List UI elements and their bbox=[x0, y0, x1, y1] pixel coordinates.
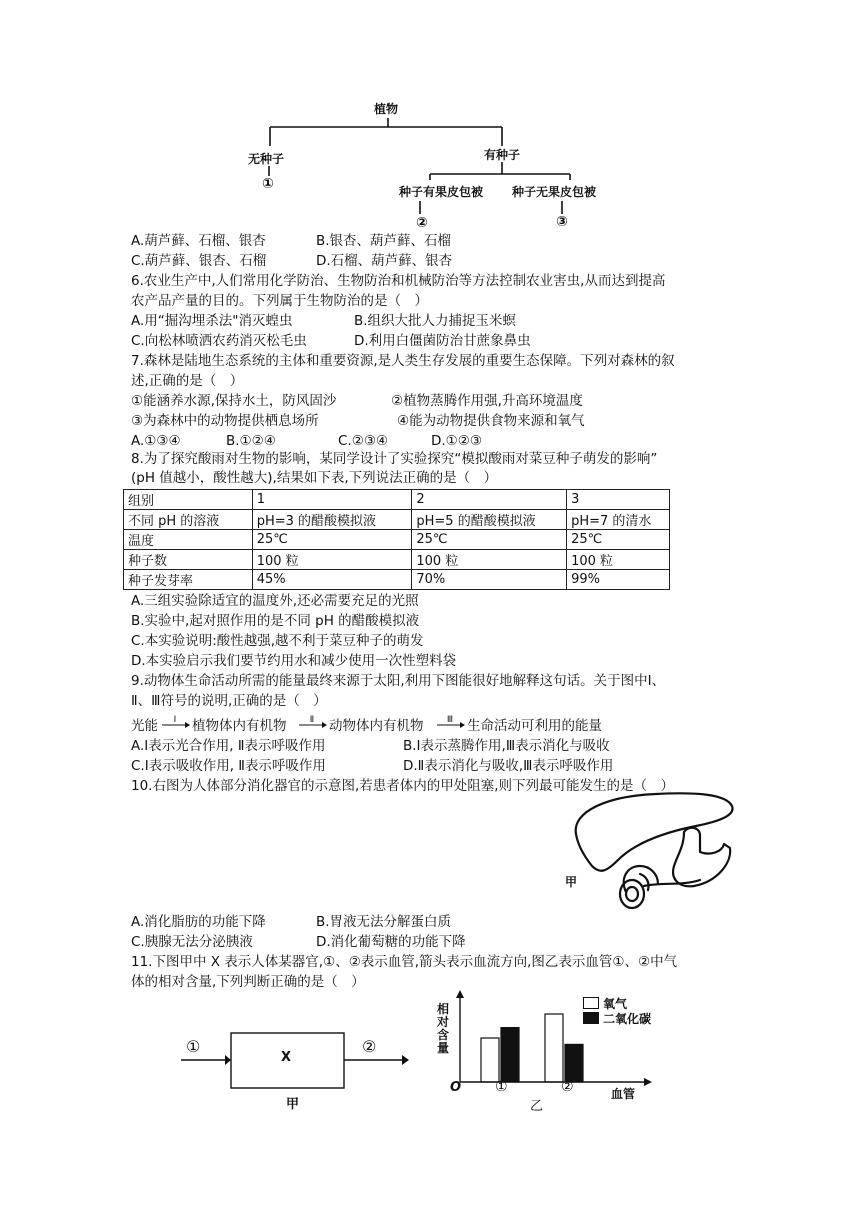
q10-option-c: C.胰腺无法分泌胰液 bbox=[131, 934, 253, 950]
q10-options-row2 bbox=[131, 934, 466, 951]
q6-option-a: A.用“掘沟埋杀法"消灭蝗虫 bbox=[131, 313, 293, 329]
category-label-1: ① bbox=[495, 1079, 508, 1095]
q7-item-4: ④能为动物提供食物来源和氧气 bbox=[397, 413, 585, 429]
table-cell: pH=7 的清水 bbox=[567, 510, 670, 530]
y-axis-arrow-icon bbox=[456, 990, 464, 998]
q8-stem-line1: 8.为了探究酸雨对生物的影响，某同学设计了实验探究“模拟酸雨对菜豆种子萌发的影响” bbox=[131, 451, 658, 467]
vessel-1-label: ① bbox=[186, 1037, 201, 1056]
q6-stem-line2: 农产品产量的目的。下列属于生物防治的是（ ） bbox=[131, 293, 428, 309]
table-row bbox=[124, 550, 670, 570]
chain-animal-organic: 动物体内有机物 bbox=[329, 718, 424, 734]
q6-option-b: B.组织大批人力捕捉玉米螟 bbox=[354, 313, 517, 329]
q10-stem: 10.右图为人体部分消化器官的示意图,若患者体内的甲处阻塞,则下列最可能发生的是（ ） bbox=[131, 778, 675, 794]
q6-option-d: D.利用白僵菌防治甘蔗象鼻虫 bbox=[354, 333, 531, 349]
tree-no-seed-label: 无种子 bbox=[248, 152, 285, 166]
table-cell: 种子数 bbox=[124, 550, 253, 570]
q10-options-row1 bbox=[131, 914, 452, 931]
chain-usable-energy: 生命活动可利用的能量 bbox=[467, 718, 602, 734]
x-axis-arrow-icon bbox=[644, 1078, 652, 1086]
tree-root-label: 植物 bbox=[374, 102, 399, 116]
q10-option-a: A.消化脂肪的功能下降 bbox=[131, 914, 266, 930]
q7-item-1: ①能涵养水源,保持水土，防风固沙 bbox=[131, 393, 337, 409]
q9-options-row1 bbox=[131, 738, 610, 755]
tree-covered-seed-label: 种子有果皮包被 bbox=[399, 185, 484, 199]
tree-mark-1: ① bbox=[262, 176, 274, 192]
tree-mark-3: ③ bbox=[556, 214, 568, 230]
q9-option-b: B.Ⅰ表示蒸腾作用,Ⅲ表示消化与吸收 bbox=[403, 738, 610, 754]
q6-option-c: C.向松林喷洒农药消灭松毛虫 bbox=[131, 333, 307, 349]
chart-origin-label: O bbox=[450, 1080, 462, 1095]
vessel-2-label: ② bbox=[362, 1037, 377, 1056]
q7-item-3: ③为森林中的动物提供栖息场所 bbox=[131, 413, 319, 429]
chart-caption: 乙 bbox=[530, 1099, 544, 1114]
legend-swatch-oxygen bbox=[583, 997, 599, 1009]
q7-option-d: D.①②③ bbox=[431, 433, 482, 449]
organ-flow-diagram bbox=[178, 1028, 418, 1098]
arrow-iii-label: Ⅲ bbox=[446, 715, 454, 725]
arrow-iii-icon bbox=[437, 722, 465, 728]
table-cell: pH=3 的醋酸模拟液 bbox=[252, 510, 412, 530]
tree-seed-label: 有种子 bbox=[484, 148, 521, 162]
q11-stem-line2: 体的相对含量,下列判断正确的是（ ） bbox=[131, 974, 365, 990]
table-row bbox=[124, 530, 670, 550]
table-cell: 25℃ bbox=[412, 530, 567, 550]
table-cell: 25℃ bbox=[252, 530, 412, 550]
table-cell: 不同 pH 的溶液 bbox=[124, 510, 253, 530]
q5-option-b: B.银杏、葫芦藓、石榴 bbox=[316, 233, 452, 249]
table-cell: pH=5 的醋酸模拟液 bbox=[412, 510, 567, 530]
table-cell: 99% bbox=[567, 570, 670, 590]
q6-options-row2 bbox=[131, 333, 531, 350]
legend-label-co2: 二氧化碳 bbox=[603, 1012, 652, 1026]
table-cell: 组别 bbox=[124, 490, 253, 510]
q7-stem-line1: 7.森林是陆地生态系统的主体和重要资源,是人类生存发展的重要生态保障。下列对森林的叙 bbox=[131, 353, 675, 369]
q6-stem-line1: 6.农业生产中,人们常用化学防治、生物防治和机械防治等方法控制农业害虫,从而达到提高 bbox=[131, 273, 666, 289]
table-cell: 70% bbox=[412, 570, 567, 590]
table-cell: 1 bbox=[252, 490, 412, 510]
bar-oxygen-vessel-1 bbox=[481, 1038, 499, 1082]
q8-option-c: C.本实验说明:酸性越强,越不利于菜豆种子的萌发 bbox=[131, 633, 424, 649]
q9-option-d: D.Ⅱ表示消化与吸收,Ⅲ表示呼吸作用 bbox=[403, 758, 614, 774]
table-row bbox=[124, 490, 670, 510]
table-row bbox=[124, 510, 670, 530]
q9-stem-line2: Ⅱ、Ⅲ符号的说明,正确的是（ ） bbox=[131, 693, 327, 709]
q8-option-d: D.本实验启示我们要节约用水和减少使用一次性塑料袋 bbox=[131, 653, 457, 669]
q5-option-c: C.葫芦藓、银杏、石榴 bbox=[131, 253, 267, 269]
q10-option-d: D.消化葡萄糖的功能下降 bbox=[316, 934, 466, 950]
chain-plant-organic: 植物体内有机物 bbox=[192, 718, 287, 734]
table-cell: 2 bbox=[412, 490, 567, 510]
q5-options-row2 bbox=[131, 253, 453, 270]
q7-option-c: C.②③④ bbox=[338, 433, 389, 449]
q7-options bbox=[131, 433, 482, 450]
q5-options-row1 bbox=[131, 233, 452, 250]
bar-co2-vessel-1 bbox=[501, 1028, 519, 1082]
table-cell: 45% bbox=[252, 570, 412, 590]
q7-option-a: A.①③④ bbox=[131, 433, 181, 449]
legend-label-oxygen: 氧气 bbox=[603, 997, 628, 1011]
q10-diagram-label-jia: 甲 bbox=[565, 875, 578, 889]
digestive-organs-diagram bbox=[566, 782, 746, 917]
q9-energy-chain bbox=[131, 715, 602, 735]
chart-xlabel: 血管 bbox=[611, 1087, 636, 1101]
tree-naked-seed-label: 种子无果皮包被 bbox=[512, 185, 597, 199]
q5-option-d: D.石榴、葫芦藓、银杏 bbox=[316, 253, 453, 269]
organ-x-label: X bbox=[281, 1050, 292, 1065]
q7-item-2: ②植物蒸腾作用强,升高环境温度 bbox=[391, 393, 583, 409]
q10-option-b: B.胃液无法分解蛋白质 bbox=[316, 914, 452, 930]
q7-items-row2 bbox=[131, 413, 585, 430]
q9-option-a: A.Ⅰ表示光合作用, Ⅱ表示呼吸作用 bbox=[131, 738, 326, 754]
arrow-i-label: Ⅰ bbox=[173, 715, 177, 725]
table-cell: 25℃ bbox=[567, 530, 670, 550]
arrow-i-icon bbox=[162, 722, 190, 728]
q8-option-b: B.实验中,起对照作用的是不同 pH 的醋酸模拟液 bbox=[131, 613, 420, 629]
table-row bbox=[124, 570, 670, 590]
q7-option-b: B.①②④ bbox=[226, 433, 276, 449]
bar-oxygen-vessel-2 bbox=[545, 1014, 563, 1082]
q7-items-row1 bbox=[131, 393, 583, 410]
q9-stem-line1: 9.动物体生命活动所需的能量最终来源于太阳,利用下图能很好地解释这句话。关于图中Ⅰ、 bbox=[131, 673, 666, 689]
table-cell: 100 粒 bbox=[412, 550, 567, 570]
table-cell: 100 粒 bbox=[252, 550, 412, 570]
q8-results-table bbox=[123, 489, 670, 590]
legend-swatch-co2 bbox=[583, 1012, 599, 1024]
chart-ylabel: 相对含量 bbox=[437, 1002, 450, 1055]
q8-stem-line2: (pH 值越小，酸性越大),结果如下表,下列说法正确的是（ ） bbox=[131, 470, 498, 486]
arrow-ii-icon bbox=[299, 722, 327, 728]
table-cell: 温度 bbox=[124, 530, 253, 550]
q9-option-c: C.Ⅰ表示吸收作用, Ⅱ表示呼吸作用 bbox=[131, 758, 326, 774]
q11-stem-line1: 11.下图甲中 X 表示人体某器官,①、②表示血管,箭头表示血流方向,图乙表示血管①、②中气 bbox=[131, 954, 678, 970]
tree-mark-2: ② bbox=[416, 215, 428, 231]
arrow-ii-label: Ⅱ bbox=[309, 715, 315, 725]
chain-light-energy: 光能 bbox=[131, 718, 158, 734]
diagram-jia-caption: 甲 bbox=[286, 1097, 300, 1112]
table-cell: 种子发芽率 bbox=[124, 570, 253, 590]
category-label-2: ② bbox=[561, 1079, 574, 1095]
q5-option-a: A.葫芦藓、石榴、银杏 bbox=[131, 233, 266, 249]
q6-options-row1 bbox=[131, 313, 517, 330]
bar-co2-vessel-2 bbox=[565, 1044, 583, 1082]
q7-stem-line2: 述,正确的是（ ） bbox=[131, 373, 244, 389]
table-cell: 100 粒 bbox=[567, 550, 670, 570]
table-cell: 3 bbox=[567, 490, 670, 510]
q9-options-row2 bbox=[131, 758, 614, 775]
q8-option-a: A.三组实验除适宜的温度外,还必需要充足的光照 bbox=[131, 593, 419, 609]
